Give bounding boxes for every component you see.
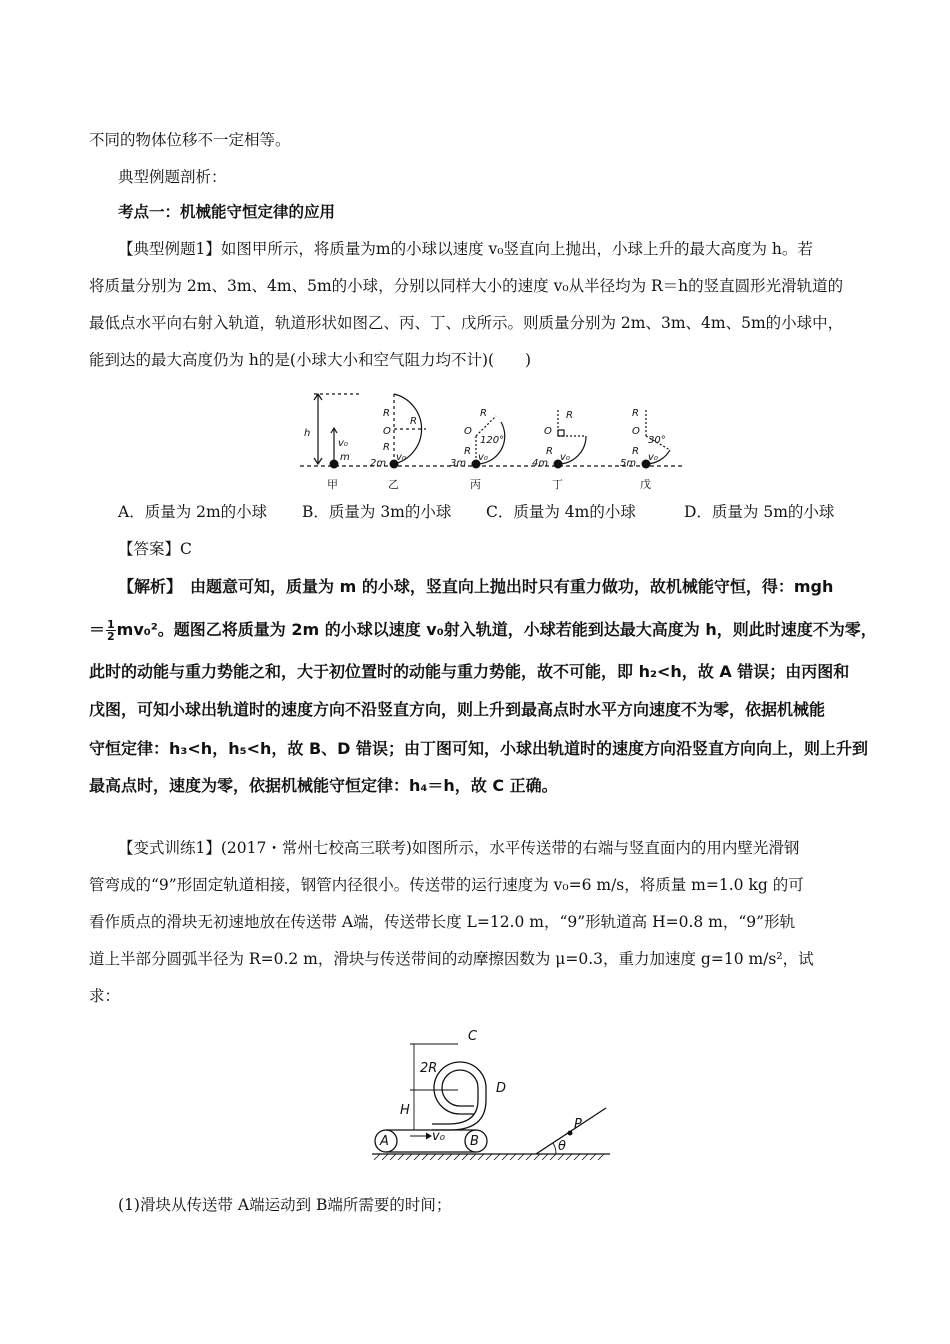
example1-line1	[118, 237, 893, 261]
variant1-line5: 求：	[89, 987, 121, 1005]
analysis-line3: 此时的动能与重力势能之和，大于初位置时的动能与重力势能，故不可能，即 h₂<h，故 A 错误；由丙图和	[89, 662, 850, 681]
label-r-yi-top: R	[383, 408, 390, 419]
label-4m: 4m	[532, 458, 549, 469]
label-3m: 3m	[450, 458, 467, 469]
example1-text: 如图甲所示，将质量为m的小球以速度 v₀竖直向上抛出，小球上升的最大高度为 h。若	[220, 240, 813, 258]
label-theta: θ	[558, 1139, 566, 1154]
caption-wu: 戊	[640, 478, 651, 491]
label-30: 30°	[648, 435, 666, 446]
equals-sign: ＝	[89, 620, 106, 639]
analysis-line2	[89, 618, 877, 643]
label-c: C	[468, 1029, 478, 1044]
label-p: P	[574, 1117, 582, 1132]
section-intro: 典型例题剖析：	[118, 168, 227, 186]
option-d: D．质量为 5m的小球	[684, 503, 835, 521]
label-r-bing-bottom: R	[464, 446, 471, 457]
label-o-yi: O	[383, 426, 391, 437]
caption-ding: 丁	[552, 478, 563, 491]
fraction-denominator: 2	[107, 630, 115, 643]
label-r-yi-side: R	[410, 416, 417, 427]
example1-tag: 【典型例题1】	[118, 240, 221, 258]
label-2r: 2R	[420, 1061, 438, 1076]
example1-line3: 最低点水平向右射入轨道，轨道形状如图乙、丙、丁、戊所示。则质量分别为 2m、3m、4m、5m的小球中，	[89, 314, 844, 332]
example1-line4: 能到达的最大高度仍为 h的是(小球大小和空气阻力均不计)( )	[89, 351, 532, 369]
variant1-text1: (2017・常州七校高三联考)如图所示，水平传送带的右端与竖直面内的用内壁光滑钢	[220, 839, 800, 857]
analysis-tag: 【解析】	[118, 577, 175, 596]
label-v0-yi: v₀	[396, 452, 406, 463]
topic-heading: 考点一：机械能守恒定律的应用	[118, 202, 336, 221]
variant1-line2: 管弯成的“9”形固定轨道相接，钢管内径很小。传送带的运行速度为 v₀=6 m/s，将质量 m=1.0 kg 的可	[89, 876, 804, 894]
label-v0-wu: v₀	[648, 452, 658, 463]
answer: 【答案】C	[118, 540, 192, 558]
track-figure	[300, 388, 690, 492]
variant1-line4: 道上半部分圆弧半径为 R=0.2 m，滑块与传送带间的动摩擦因数为 μ=0.3，重力加速度 g=10 m/s²，试	[89, 950, 814, 968]
label-b: B	[470, 1134, 479, 1149]
caption-bing: 丙	[470, 478, 481, 491]
caption-jia: 甲	[327, 478, 338, 491]
label-v0-jia: v₀	[338, 438, 348, 449]
analysis-text1: 由题意可知，质量为 m 的小球，竖直向上抛出时只有重力做功，故机械能守恒，得：mgh	[174, 577, 834, 596]
caption-yi: 乙	[388, 478, 399, 491]
label-2m: 2m	[370, 458, 387, 469]
label-r-bing-top: R	[480, 408, 487, 419]
label-o-ding: O	[544, 426, 552, 437]
example1-line2: 将质量分别为 2m、3m、4m、5m的小球，分别以同样大小的速度 v₀从半径均为 R＝h的竖直圆形光滑轨道的	[89, 277, 844, 295]
ball-jia	[330, 460, 339, 469]
label-m: m	[340, 452, 350, 463]
continuation-text: 不同的物体位移不一定相等。	[89, 131, 291, 149]
label-r-ding-bottom: R	[546, 446, 553, 457]
label-h: h	[304, 428, 311, 439]
variant1-line1	[118, 836, 893, 860]
label-d: D	[496, 1081, 507, 1096]
label-r-wu-bottom: R	[632, 446, 639, 457]
analysis-line1	[118, 575, 893, 599]
variant1-line3: 看作质点的滑块无初速地放在传送带 A端，传送带长度 L=12.0 m，“9”形轨道高 H=0.8 m，“9”形轨	[89, 913, 796, 931]
label-v0: v₀	[432, 1129, 445, 1144]
question-1: (1)滑块从传送带 A端运动到 B端所需要的时间；	[118, 1196, 452, 1214]
label-120: 120°	[480, 435, 505, 446]
option-c: C．质量为 4m的小球	[486, 503, 636, 521]
analysis-line6: 最高点时，速度为零，依据机械能守恒定律：h₄＝h，故 C 正确。	[89, 776, 558, 795]
label-r-ding-top: R	[566, 410, 573, 421]
analysis-line4: 戊图，可知小球出轨道时的速度方向不沿竖直方向，则上升到最高点时水平方向速度不为零，依据机械能	[89, 700, 826, 719]
conveyor-figure	[370, 1024, 620, 1172]
fraction-half	[106, 619, 116, 642]
variant1-tag: 【变式训练1】	[118, 839, 221, 857]
track-9-loop-inner	[442, 1070, 478, 1106]
label-a: A	[380, 1134, 389, 1149]
fraction-numerator: 1	[107, 618, 115, 631]
label-v0-bing: v₀	[478, 452, 488, 463]
label-r-yi-bottom: R	[383, 442, 390, 453]
option-b: B．质量为 3m的小球	[302, 503, 452, 521]
label-r-wu-top: R	[632, 408, 639, 419]
point-p	[568, 1131, 573, 1136]
label-v0-ding: v₀	[560, 452, 570, 463]
analysis-line5: 守恒定律：h₃<h，h₅<h，故 B、D 错误；由丁图可知，小球出轨道时的速度方向沿竖直方向向上，则上升到	[89, 739, 869, 758]
option-a: A．质量为 2m的小球	[118, 503, 268, 521]
label-o-wu: O	[632, 426, 640, 437]
label-5m: 5m	[620, 458, 637, 469]
label-o-bing: O	[464, 426, 472, 437]
analysis-text2: mv₀²。题图乙将质量为 2m 的小球以速度 v₀射入轨道，小球若能到达最大高度为 h，则此时速度不为零，	[116, 620, 877, 639]
label-h: H	[400, 1103, 410, 1118]
